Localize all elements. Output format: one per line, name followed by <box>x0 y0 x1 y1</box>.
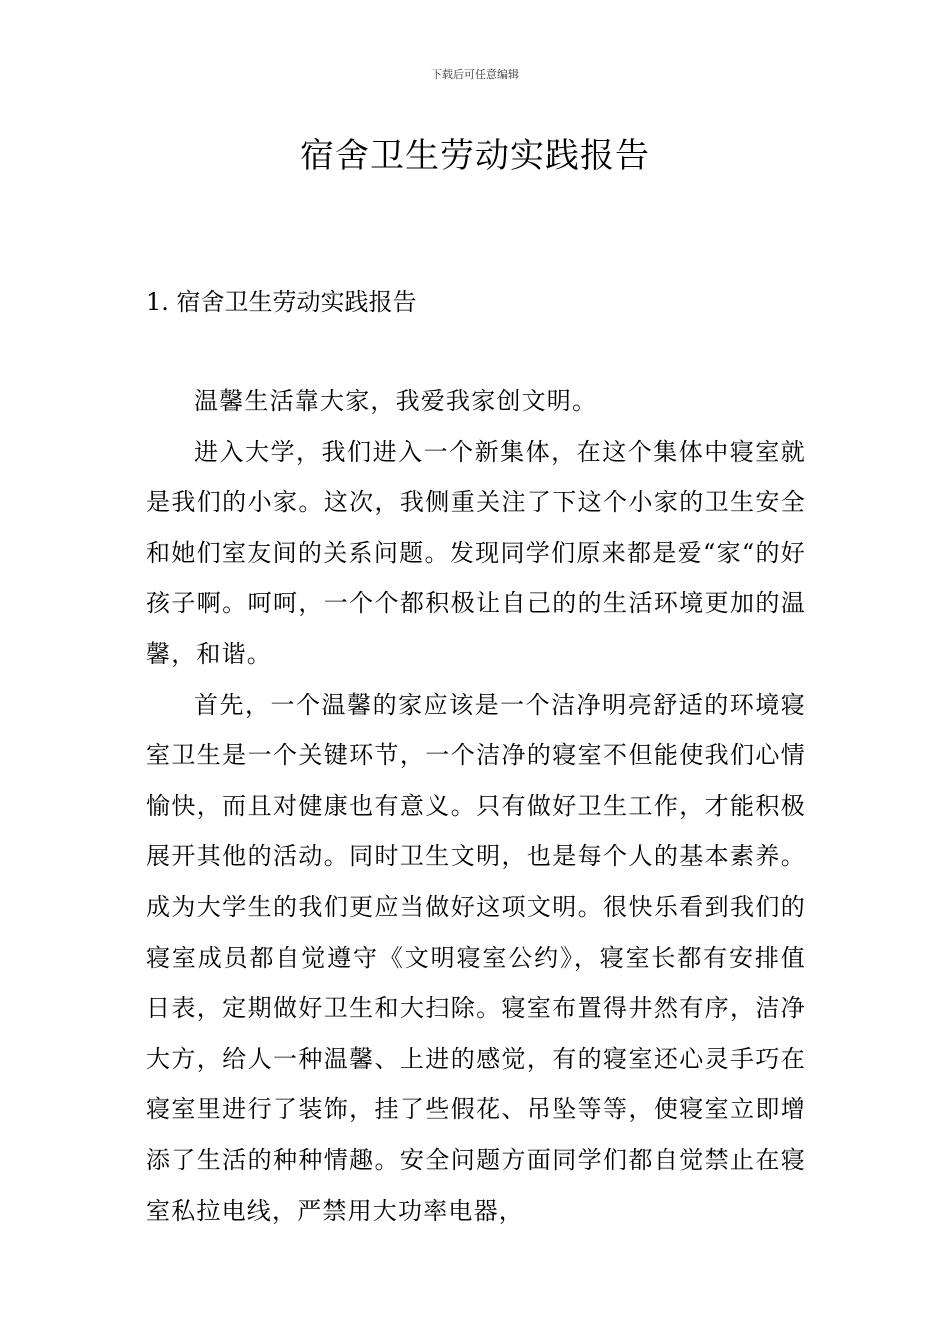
document-body <box>146 376 806 1236</box>
paragraph-hygiene: 首先，一个温馨的家应该是一个洁净明亮舒适的环境寝室卫生是一个关键环节，一个洁净的寝室不但能使我们心情愉快，而且对健康也有意义。只有做好卫生工作，才能积极展开其他的活动。同时卫生文明，也是每个人的基本素养。成为大学生的我们更应当做好这项文明。很快乐看到我们的寝室成员都自觉遵守《文明寝室公约》，寝室长都有安排值日表，定期做好卫生和大扫除。寝室布置得井然有序，洁净大方，给人一种温馨、上进的感觉，有的寝室还心灵手巧在寝室里进行了装饰，挂了些假花、吊坠等等，使寝室立即增添了生活的种种情趣。安全问题方面同学们都自觉禁止在寝室私拉电线，严禁用大功率电器， <box>146 690 806 1225</box>
header-note: 下载后可任意编辑 <box>431 68 519 81</box>
section-heading: 1. 宿舍卫生劳动实践报告 <box>146 288 417 316</box>
paragraph-intro: 温馨生活靠大家，我爱我家创文明。 <box>194 387 598 415</box>
document-title: 宿舍卫生劳动实践报告 <box>300 136 650 176</box>
paragraph-new-collective: 进入大学，我们进入一个新集体，在这个集体中寝室就是我们的小家。这次，我侧重关注了下这个小家的卫生安全和她们室友间的关系问题。发现同学们原来都是爱“家“的好孩子啊。呵呵，一个个都积极让自己的的生活环境更加的温馨，和谐。 <box>146 437 806 668</box>
